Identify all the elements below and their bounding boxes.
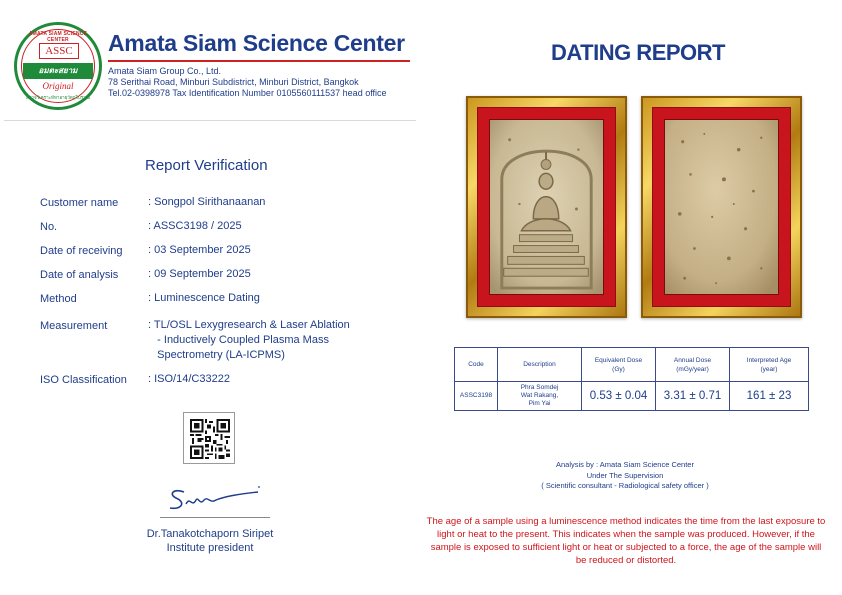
measurement-line: - Inductively Coupled Plasma Mass — [148, 334, 329, 346]
cell-annual-dose: 3.31 ± 0.71 — [656, 382, 730, 411]
field-label-iso: ISO Classification — [40, 374, 127, 386]
field-value-method: : Luminescence Dating — [148, 292, 260, 304]
company-logo — [14, 22, 102, 110]
company-name: Amata Siam Science Center — [108, 30, 405, 56]
frame-mat — [652, 107, 791, 307]
cell-description: Phra Somdej Wat Rakang, Pim Yai — [498, 382, 582, 411]
amulet-front-photo — [489, 119, 604, 295]
logo-original-text: Original — [42, 81, 74, 91]
field-label-measurement: Measurement — [40, 320, 108, 332]
header-divider — [4, 120, 416, 121]
column-header-code: Code — [455, 348, 498, 382]
verification-title: Report Verification — [145, 157, 268, 174]
signer-block — [110, 527, 310, 555]
signer-role: Institute president — [166, 542, 254, 554]
logo-band-text: อมตะสยาม — [23, 63, 93, 79]
amulet-back-texture-icon — [665, 120, 778, 294]
column-header-interpreted-age: Interpreted Age (year) — [730, 348, 809, 382]
column-header-annual-dose: Annual Dose (mGy/year) — [656, 348, 730, 382]
results-table — [454, 347, 809, 411]
qr-code-icon — [190, 419, 230, 459]
table-row — [455, 382, 809, 411]
address-line: Tel.02-0398978 Tax Identification Number 0105560111537 head office — [108, 88, 387, 98]
analysis-block — [480, 460, 770, 492]
field-value-date-receiving: : 03 September 2025 — [148, 244, 251, 256]
amulet-back-photo — [664, 119, 779, 295]
measurement-line: : TL/OSL Lexygresearch & Laser Ablation — [148, 319, 350, 331]
frame-mat — [477, 107, 616, 307]
column-header-equivalent-dose: Equivalent Dose (Gy) — [582, 348, 656, 382]
logo-arc-text: AMATA SIAM SCIENCE CENTER — [28, 31, 88, 43]
cell-code: ASSC3198 — [455, 382, 498, 411]
title-underline — [108, 60, 410, 62]
amulet-back-image — [641, 96, 802, 318]
signature-mark — [160, 480, 270, 520]
qr-code[interactable] — [183, 412, 235, 464]
field-label-date-analysis: Date of analysis — [40, 269, 119, 281]
measurement-line: Spectrometry (LA-ICPMS) — [148, 349, 285, 361]
amulet-front-image — [466, 96, 627, 318]
address-line: 78 Serithai Road, Minburi Subdistrict, Minburi District, Bangkok — [108, 77, 359, 87]
cell-interpreted-age: 161 ± 23 — [730, 382, 809, 411]
address-line: Amata Siam Group Co., Ltd. — [108, 66, 222, 76]
cell-equivalent-dose: 0.53 ± 0.04 — [582, 382, 656, 411]
analysis-line: Analysis by : Amata Siam Science Center — [556, 460, 694, 469]
analysis-line: ( Scientific consultant - Radiological safety officer ) — [541, 481, 709, 490]
field-value-customer: : Songpol Sirithanaanan — [148, 196, 266, 208]
field-value-measurement — [148, 318, 350, 363]
buddha-amulet-icon — [490, 120, 603, 294]
field-value-date-analysis: : 09 September 2025 — [148, 268, 251, 280]
signer-name: Dr.Tanakotchaporn Siripet — [146, 528, 274, 540]
report-title: DATING REPORT — [551, 40, 725, 65]
field-value-iso: : ISO/14/C33222 — [148, 373, 230, 385]
disclaimer-text: The age of a sample using a luminescence method indicates the time from the last exposure to light or heat to the present. This indicates when the sample was produced. However, if the sample is exposed to sufficient light or heat or subjected to a force, the age of the sample will be reduced or distorted. — [426, 516, 826, 566]
field-label-method: Method — [40, 293, 77, 305]
table-header-row — [455, 348, 809, 382]
field-label-customer: Customer name — [40, 197, 119, 209]
company-address — [108, 66, 387, 99]
signature-line — [160, 517, 270, 518]
field-label-date-receiving: Date of receiving — [40, 245, 123, 257]
logo-bottom-text: ตรวจวิเคราะห์หาอายุวัตถุโบราณ — [26, 95, 90, 100]
field-value-number: : ASSC3198 / 2025 — [148, 220, 242, 232]
analysis-line: Under The Supervision — [586, 470, 664, 480]
logo-abbreviation: ASSC — [39, 43, 79, 59]
column-header-description: Description — [498, 348, 582, 382]
field-label-number: No. — [40, 221, 58, 233]
